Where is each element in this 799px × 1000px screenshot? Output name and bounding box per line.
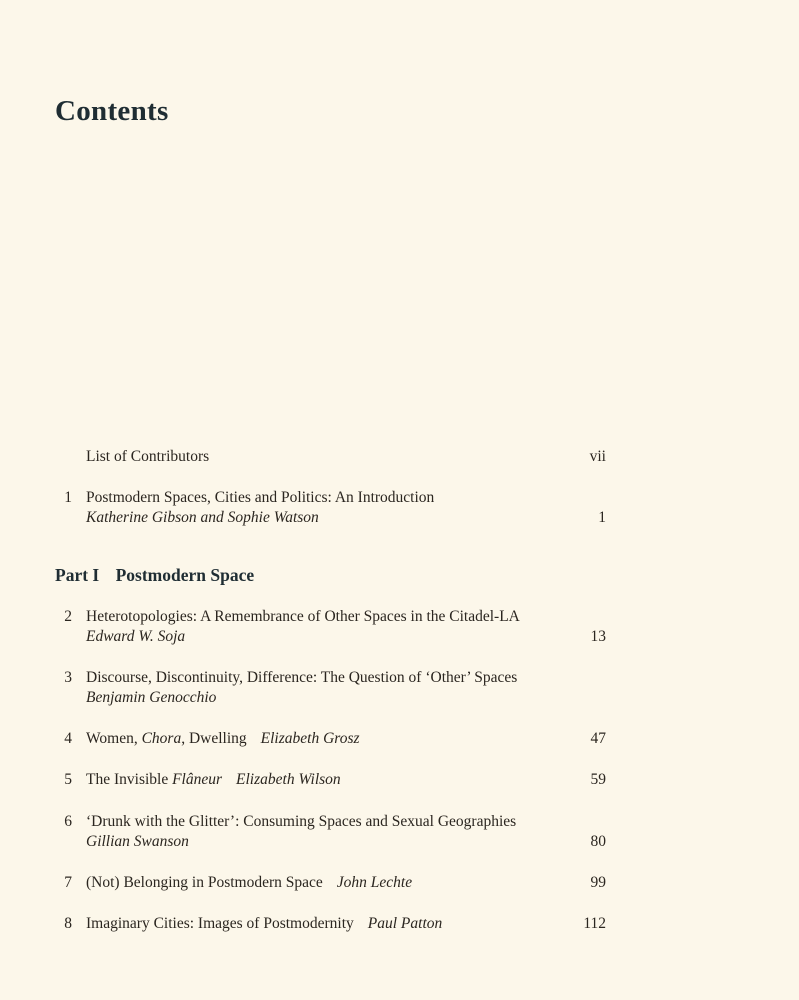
chapter-author: Elizabeth Grosz [260, 730, 360, 747]
chapter-title: Imaginary Cities: Images of Postmodernity [86, 915, 354, 932]
chapter-author: Katherine Gibson and Sophie Watson [86, 509, 319, 526]
chapter-title-line [86, 914, 442, 934]
chapter-author: Edward W. Soja [86, 628, 186, 645]
chapter-title-emphasis: Chora [141, 730, 182, 747]
chapter-number: 7 [64, 874, 72, 891]
chapter-author: Paul Patton [367, 915, 443, 932]
chapter-number: 2 [64, 608, 72, 625]
chapter-title-line [86, 873, 412, 893]
chapter-number: 1 [64, 489, 72, 506]
chapter-title-part: Women, [86, 730, 142, 747]
chapter-title-line [86, 729, 360, 749]
chapter-author: Gillian Swanson [86, 833, 189, 850]
part-label: Part I [55, 565, 100, 585]
chapter-number: 3 [64, 669, 72, 686]
part-title: Postmodern Space [115, 565, 255, 585]
chapter-page: 1 [598, 509, 606, 526]
chapter-page: 112 [583, 915, 606, 932]
chapter-author: Elizabeth Wilson [236, 771, 341, 788]
chapter-title: (Not) Belonging in Postmodern Space [86, 874, 323, 891]
chapter-page: 59 [590, 771, 606, 788]
part-heading [55, 565, 254, 586]
entry-title: List of Contributors [86, 448, 210, 465]
chapter-number: 6 [64, 813, 72, 830]
chapter-title-emphasis: Flâneur [172, 771, 223, 788]
chapter-page: 13 [590, 628, 606, 645]
chapter-title: Discourse, Discontinuity, Difference: The Question of ‘Other’ Spaces [86, 669, 518, 686]
entry-page: vii [589, 448, 606, 465]
chapter-title-part: , Dwelling [181, 730, 247, 747]
chapter-author: Benjamin Genocchio [86, 689, 217, 706]
chapter-title-line [86, 770, 341, 790]
chapter-number: 5 [64, 771, 72, 788]
chapter-page: 99 [590, 874, 606, 891]
chapter-title: Heterotopologies: A Remembrance of Other Spaces in the Citadel-LA [86, 608, 520, 625]
chapter-author: John Lechte [336, 874, 413, 891]
chapter-number: 8 [64, 915, 72, 932]
chapter-title: Postmodern Spaces, Cities and Politics: An Introduction [86, 489, 435, 506]
chapter-title: ‘Drunk with the Glitter’: Consuming Spaces and Sexual Geographies [86, 813, 517, 830]
chapter-page: 47 [590, 730, 606, 747]
page-title: Contents [55, 95, 169, 127]
chapter-page: 80 [590, 833, 606, 850]
chapter-title-part: The Invisible [86, 771, 173, 788]
toc-entry-chapter-3 [0, 668, 799, 706]
chapter-number: 4 [64, 730, 72, 747]
